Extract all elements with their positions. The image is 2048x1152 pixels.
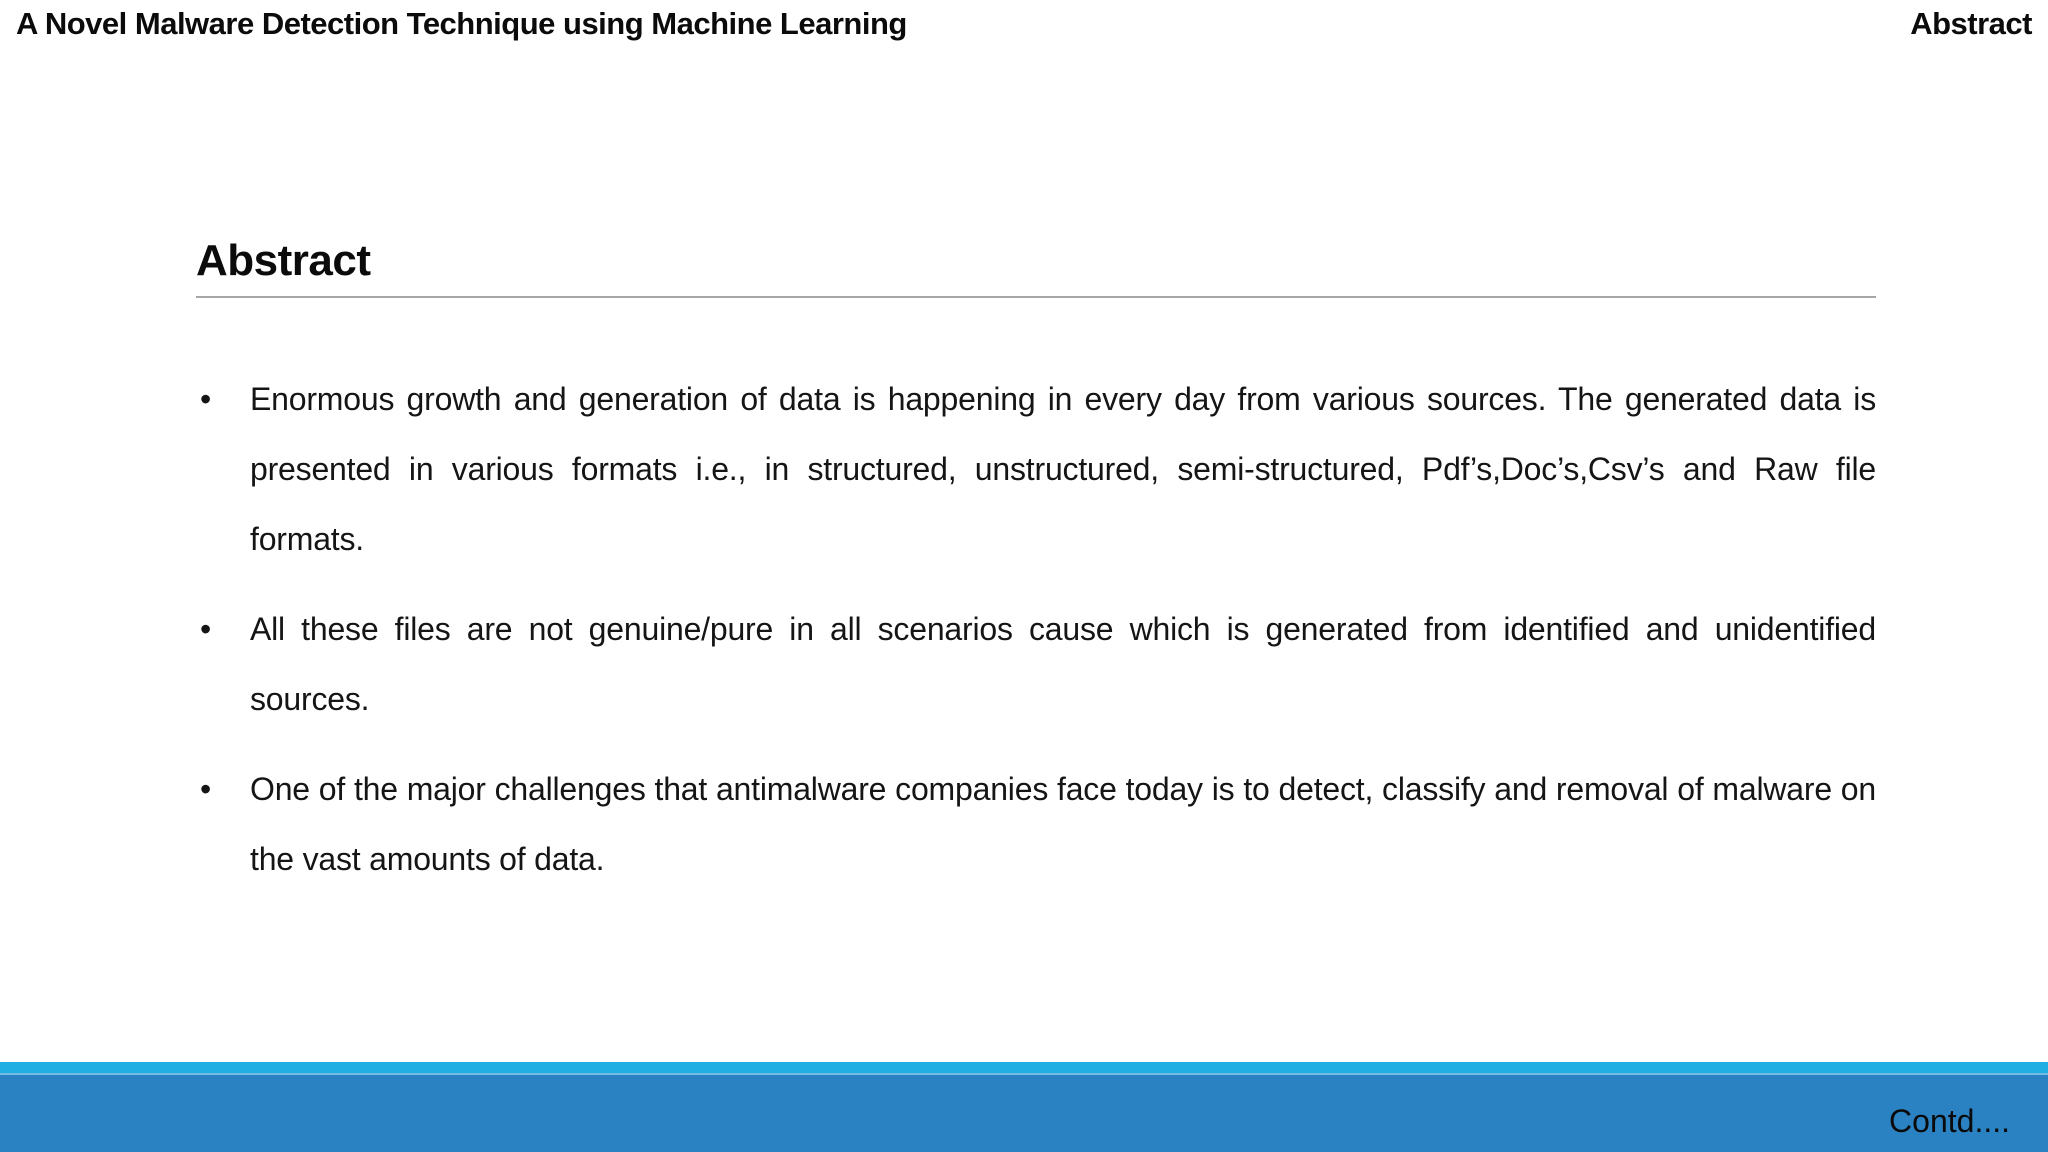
bullet-list	[196, 364, 1876, 894]
slide-title: A Novel Malware Detection Technique using Machine Learning	[16, 6, 907, 41]
slide-body	[196, 236, 1876, 914]
bullet-dot-icon: •	[200, 611, 212, 647]
contd-label: Contd....	[1889, 1103, 2010, 1139]
bullet-text: One of the major challenges that antimalware companies face today is to detect, classify and removal of malware on the vast amounts of data.	[250, 771, 1876, 877]
bullet-item	[196, 594, 1876, 734]
bullet-dot-icon: •	[200, 381, 212, 417]
bullet-item	[196, 364, 1876, 574]
page-title: Abstract	[196, 236, 1876, 298]
slide-header	[16, 6, 2032, 42]
bullet-dot-icon: •	[200, 771, 212, 807]
bullet-text: All these files are not genuine/pure in all scenarios cause which is generated from identified and unidentified sources.	[250, 611, 1876, 717]
bullet-text: Enormous growth and generation of data is happening in every day from various sources. The generated data is presented in various formats i.e., in structured, unstructured, semi-structured, Pdf’s,Doc’s,Csv’s and Raw file formats.	[250, 381, 1876, 557]
section-label: Abstract	[1910, 6, 2032, 41]
bullet-item	[196, 754, 1876, 894]
footer-bar	[0, 1073, 2048, 1152]
